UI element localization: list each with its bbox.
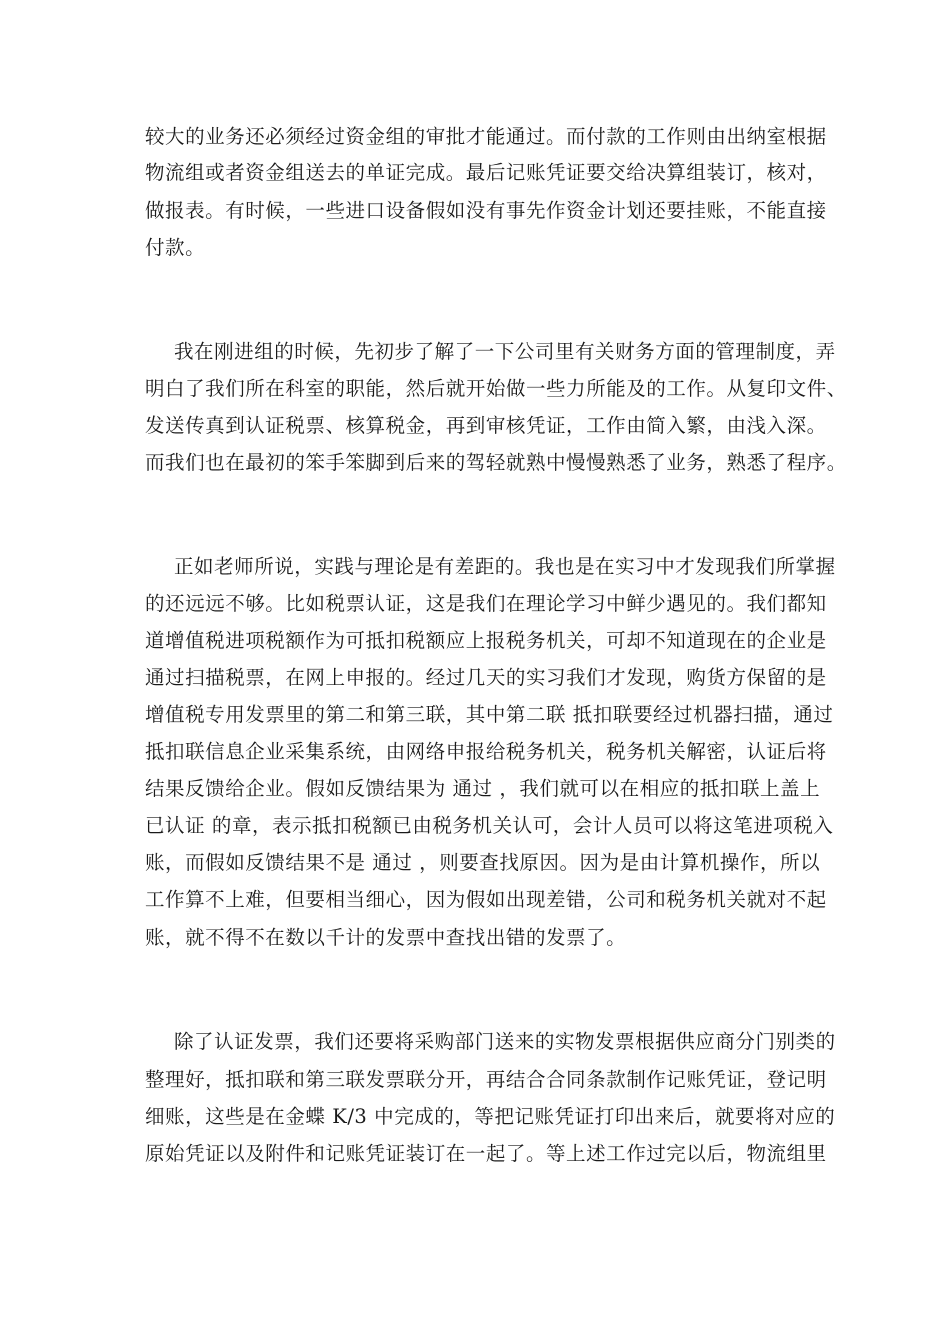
text-line: 工作算不上难，但要相当细心，因为假如出现差错，公司和税务机关就对不起 <box>145 888 827 911</box>
text-line: 细账，这些是在金蝶 K/3 中完成的，等把记账凭证打印出来后，就要将对应的 <box>145 1105 836 1128</box>
text-line: 增值税专用发票里的第二和第三联，其中第二联 抵扣联要经过机器扫描，通过 <box>145 703 834 726</box>
text-line: 的还远远不够。比如税票认证，这是我们在理论学习中鲜少遇见的。我们都知 <box>145 592 827 615</box>
text-line: 我在刚进组的时候，先初步了解了一下公司里有关财务方面的管理制度，弄 <box>174 340 836 363</box>
text-line: 道增值税进项税额作为可抵扣税额应上报税务机关，可却不知道现在的企业是 <box>145 629 827 652</box>
text-line: 物流组或者资金组送去的单证完成。最后记账凭证要交给决算组装订，核对， <box>145 161 827 184</box>
text-line: 原始凭证以及附件和记账凭证装订在一起了。等上述工作过完以后，物流组里 <box>145 1142 827 1165</box>
text-line: 整理好，抵扣联和第三联发票联分开，再结合合同条款制作记账凭证，登记明 <box>145 1068 827 1091</box>
text-line: 较大的业务还必须经过资金组的审批才能通过。而付款的工作则由出纳室根据 <box>145 125 827 148</box>
text-line: 结果反馈给企业。假如反馈结果为 通过 ，我们就可以在相应的抵扣联上盖上 <box>145 777 821 800</box>
text-line: 明白了我们所在科室的职能，然后就开始做一些力所能及的工作。从复印文件、 <box>145 377 847 400</box>
text-line: 做报表。有时候，一些进口设备假如没有事先作资金计划还要挂账，不能直接 <box>145 199 827 222</box>
text-line: 正如老师所说，实践与理论是有差距的。我也是在实习中才发现我们所掌握 <box>174 555 836 578</box>
text-line: 而我们也在最初的笨手笨脚到后来的驾轻就熟中慢慢熟悉了业务，熟悉了程序。 <box>145 451 847 474</box>
text-line: 除了认证发票，我们还要将采购部门送来的实物发票根据供应商分门别类的 <box>174 1030 836 1053</box>
text-line: 通过扫描税票，在网上申报的。经过几天的实习我们才发现，购货方保留的是 <box>145 666 827 689</box>
text-line: 已认证 的章，表示抵扣税额已由税务机关认可，会计人员可以将这笔进项税入 <box>145 814 834 837</box>
text-line: 账，就不得不在数以千计的发票中查找出错的发票了。 <box>145 926 627 949</box>
text-line: 抵扣联信息企业采集系统，由网络申报给税务机关，税务机关解密，认证后将 <box>145 740 827 763</box>
text-line: 发送传真到认证税票、核算税金，再到审核凭证，工作由简入繁，由浅入深。 <box>145 414 827 437</box>
text-line: 账，而假如反馈结果不是 通过 ，则要查找原因。因为是由计算机操作，所以 <box>145 851 821 874</box>
text-line: 付款。 <box>145 236 206 259</box>
